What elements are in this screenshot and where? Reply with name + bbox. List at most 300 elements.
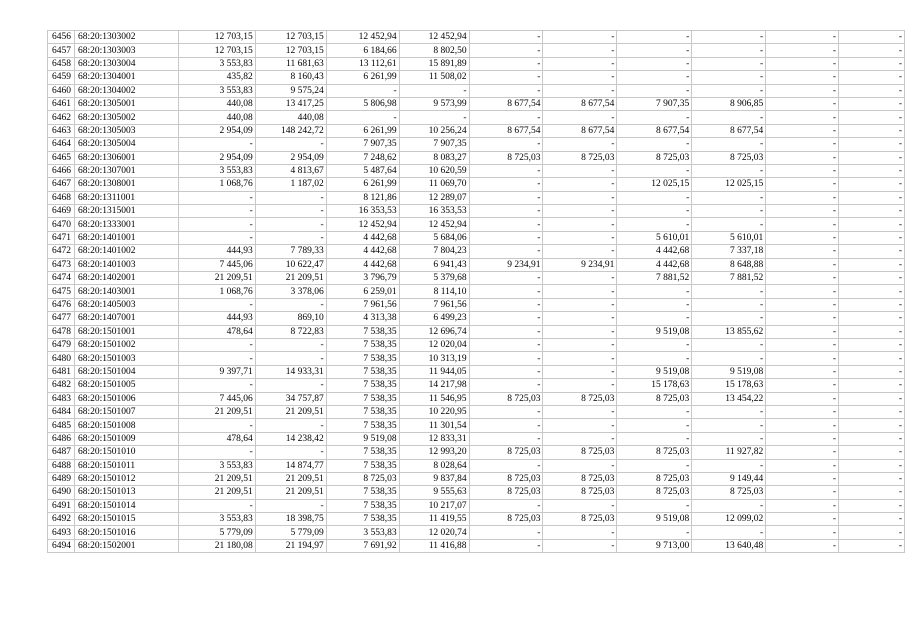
value-cell: - — [617, 499, 692, 512]
value-cell: 7 907,35 — [326, 138, 399, 151]
value-cell: 5 806,98 — [326, 97, 399, 110]
table-row — [48, 446, 905, 459]
value-cell: 7 538,35 — [326, 405, 399, 418]
value-cell: 13 112,61 — [326, 57, 399, 70]
value-cell: 6 499,23 — [399, 312, 469, 325]
value-cell: 8 160,43 — [255, 71, 326, 84]
value-cell: 5 487,64 — [326, 164, 399, 177]
value-cell: 8 121,86 — [326, 191, 399, 204]
value-cell: 8 677,54 — [543, 124, 617, 137]
value-cell: 1 068,76 — [178, 178, 255, 191]
value-cell: 478,64 — [178, 432, 255, 445]
row-number: 6480 — [48, 352, 75, 365]
value-cell: - — [839, 472, 905, 485]
value-cell: - — [839, 526, 905, 539]
row-number: 6470 — [48, 218, 75, 231]
row-number: 6493 — [48, 526, 75, 539]
value-cell: 12 833,31 — [399, 432, 469, 445]
value-cell: 7 445,06 — [178, 258, 255, 271]
value-cell: 8 725,03 — [617, 151, 692, 164]
value-cell: - — [839, 365, 905, 378]
value-cell: 21 209,51 — [255, 405, 326, 418]
value-cell: - — [766, 97, 839, 110]
value-cell: - — [692, 432, 766, 445]
value-cell: - — [617, 459, 692, 472]
value-cell: - — [692, 31, 766, 44]
value-cell: 14 933,31 — [255, 365, 326, 378]
row-number: 6481 — [48, 365, 75, 378]
cadastral-code: 68:20:1501013 — [74, 486, 178, 499]
value-cell: - — [692, 352, 766, 365]
row-number: 6494 — [48, 539, 75, 552]
value-cell: - — [766, 285, 839, 298]
value-cell: - — [839, 392, 905, 405]
value-cell: 8 725,03 — [692, 486, 766, 499]
value-cell: - — [617, 312, 692, 325]
value-cell: - — [839, 178, 905, 191]
value-cell: - — [255, 379, 326, 392]
value-cell: 8 677,54 — [469, 124, 543, 137]
value-cell: 13 417,25 — [255, 97, 326, 110]
value-cell: 11 944,05 — [399, 365, 469, 378]
value-cell: - — [766, 526, 839, 539]
value-cell: 21 209,51 — [178, 486, 255, 499]
row-number: 6485 — [48, 419, 75, 432]
cadastral-code: 68:20:1501009 — [74, 432, 178, 445]
value-cell: - — [617, 31, 692, 44]
value-cell: - — [617, 111, 692, 124]
value-cell: 8 648,88 — [692, 258, 766, 271]
cadastral-code: 68:20:1311001 — [74, 191, 178, 204]
value-cell: 9 234,91 — [469, 258, 543, 271]
table-row — [48, 513, 905, 526]
cadastral-code: 68:20:1407001 — [74, 312, 178, 325]
value-cell: 12 020,74 — [399, 526, 469, 539]
value-cell: - — [543, 205, 617, 218]
value-cell: 8 725,03 — [543, 486, 617, 499]
value-cell: - — [839, 231, 905, 244]
value-cell: - — [692, 285, 766, 298]
value-cell: - — [543, 272, 617, 285]
value-cell: 14 217,98 — [399, 379, 469, 392]
value-cell: - — [766, 231, 839, 244]
value-cell: - — [469, 526, 543, 539]
value-cell: - — [839, 539, 905, 552]
value-cell: 3 553,83 — [178, 164, 255, 177]
value-cell: - — [469, 245, 543, 258]
value-cell: - — [543, 164, 617, 177]
row-number: 6464 — [48, 138, 75, 151]
value-cell: - — [839, 272, 905, 285]
table-row — [48, 298, 905, 311]
row-number: 6483 — [48, 392, 75, 405]
value-cell: - — [766, 472, 839, 485]
value-cell: - — [839, 298, 905, 311]
value-cell: 16 353,53 — [399, 205, 469, 218]
value-cell: - — [766, 539, 839, 552]
value-cell: 12 452,94 — [326, 31, 399, 44]
table-row — [48, 124, 905, 137]
value-cell: - — [469, 419, 543, 432]
value-cell: - — [178, 352, 255, 365]
value-cell: - — [692, 138, 766, 151]
cadastral-code: 68:20:1501001 — [74, 325, 178, 338]
value-cell: - — [839, 138, 905, 151]
value-cell: 13 640,48 — [692, 539, 766, 552]
value-cell: 3 553,83 — [178, 513, 255, 526]
table-row — [48, 419, 905, 432]
value-cell: 8 114,10 — [399, 285, 469, 298]
value-cell: 12 452,94 — [399, 31, 469, 44]
value-cell: - — [617, 285, 692, 298]
data-table — [47, 30, 905, 553]
value-cell: 12 452,94 — [326, 218, 399, 231]
cadastral-code: 68:20:1305004 — [74, 138, 178, 151]
value-cell: - — [692, 298, 766, 311]
value-cell: - — [692, 499, 766, 512]
value-cell: - — [766, 298, 839, 311]
value-cell: - — [839, 352, 905, 365]
value-cell: 10 217,07 — [399, 499, 469, 512]
value-cell: - — [766, 459, 839, 472]
value-cell: 440,08 — [178, 111, 255, 124]
value-cell: - — [255, 231, 326, 244]
row-number: 6488 — [48, 459, 75, 472]
value-cell: - — [469, 325, 543, 338]
value-cell: 8 725,03 — [469, 446, 543, 459]
row-number: 6476 — [48, 298, 75, 311]
value-cell: - — [255, 338, 326, 351]
value-cell: - — [617, 138, 692, 151]
row-number: 6479 — [48, 338, 75, 351]
value-cell: 4 442,68 — [326, 258, 399, 271]
value-cell: - — [617, 205, 692, 218]
value-cell: 9 519,08 — [617, 365, 692, 378]
cadastral-code: 68:20:1501012 — [74, 472, 178, 485]
value-cell: 11 069,70 — [399, 178, 469, 191]
value-cell: 4 442,68 — [617, 258, 692, 271]
value-cell: - — [178, 138, 255, 151]
value-cell: 440,08 — [178, 97, 255, 110]
value-cell: - — [255, 446, 326, 459]
value-cell: - — [766, 432, 839, 445]
table-row — [48, 218, 905, 231]
value-cell: - — [839, 31, 905, 44]
value-cell: 10 256,24 — [399, 124, 469, 137]
table-row — [48, 486, 905, 499]
value-cell: - — [766, 124, 839, 137]
value-cell: - — [617, 164, 692, 177]
value-cell: 6 941,43 — [399, 258, 469, 271]
value-cell: 18 398,75 — [255, 513, 326, 526]
value-cell: 7 538,35 — [326, 499, 399, 512]
value-cell: - — [766, 151, 839, 164]
value-cell: 2 954,09 — [178, 151, 255, 164]
value-cell: 15 178,63 — [692, 379, 766, 392]
value-cell: - — [543, 419, 617, 432]
value-cell: 9 573,99 — [399, 97, 469, 110]
value-cell: - — [543, 44, 617, 57]
value-cell: 9 519,08 — [326, 432, 399, 445]
value-cell: - — [839, 338, 905, 351]
value-cell: - — [766, 446, 839, 459]
value-cell: - — [543, 459, 617, 472]
value-cell: - — [178, 338, 255, 351]
value-cell: - — [543, 365, 617, 378]
value-cell: 12 696,74 — [399, 325, 469, 338]
value-cell: 3 553,83 — [178, 57, 255, 70]
value-cell: - — [469, 111, 543, 124]
row-number: 6465 — [48, 151, 75, 164]
value-cell: 21 209,51 — [255, 472, 326, 485]
cadastral-code: 68:20:1304002 — [74, 84, 178, 97]
table-row — [48, 459, 905, 472]
cadastral-code: 68:20:1501002 — [74, 338, 178, 351]
value-cell: - — [255, 205, 326, 218]
table-row — [48, 84, 905, 97]
value-cell: 7 538,35 — [326, 513, 399, 526]
value-cell: 8 725,03 — [326, 472, 399, 485]
value-cell: 435,82 — [178, 71, 255, 84]
value-cell: - — [255, 419, 326, 432]
value-cell: 7 538,35 — [326, 352, 399, 365]
value-cell: - — [326, 84, 399, 97]
value-cell: 8 028,64 — [399, 459, 469, 472]
value-cell: 10 220,95 — [399, 405, 469, 418]
value-cell: 21 209,51 — [255, 272, 326, 285]
cadastral-code: 68:20:1501011 — [74, 459, 178, 472]
value-cell: - — [617, 298, 692, 311]
table-row — [48, 272, 905, 285]
value-cell: 7 337,18 — [692, 245, 766, 258]
value-cell: 5 610,01 — [617, 231, 692, 244]
value-cell: - — [617, 405, 692, 418]
row-number: 6468 — [48, 191, 75, 204]
value-cell: 7 881,52 — [692, 272, 766, 285]
row-number: 6484 — [48, 405, 75, 418]
value-cell: - — [766, 84, 839, 97]
value-cell: - — [692, 84, 766, 97]
table-row — [48, 205, 905, 218]
value-cell: - — [543, 57, 617, 70]
table-row — [48, 405, 905, 418]
cadastral-code: 68:20:1501005 — [74, 379, 178, 392]
value-cell: - — [766, 31, 839, 44]
value-cell: 8 906,85 — [692, 97, 766, 110]
value-cell: - — [692, 459, 766, 472]
row-number: 6487 — [48, 446, 75, 459]
value-cell: 8 083,27 — [399, 151, 469, 164]
value-cell: - — [839, 57, 905, 70]
value-cell: - — [766, 178, 839, 191]
value-cell: - — [543, 338, 617, 351]
value-cell: - — [766, 111, 839, 124]
value-cell: 9 519,08 — [617, 513, 692, 526]
value-cell: - — [469, 44, 543, 57]
value-cell: 7 907,35 — [617, 97, 692, 110]
table-row — [48, 178, 905, 191]
value-cell: - — [766, 338, 839, 351]
value-cell: 8 677,54 — [692, 124, 766, 137]
value-cell: - — [543, 71, 617, 84]
value-cell: 12 452,94 — [399, 218, 469, 231]
cadastral-code: 68:20:1501003 — [74, 352, 178, 365]
value-cell: 7 248,62 — [326, 151, 399, 164]
value-cell: 9 837,84 — [399, 472, 469, 485]
value-cell: 15 178,63 — [617, 379, 692, 392]
value-cell: - — [839, 499, 905, 512]
value-cell: - — [178, 231, 255, 244]
value-cell: - — [839, 432, 905, 445]
value-cell: - — [617, 338, 692, 351]
cadastral-code: 68:20:1501016 — [74, 526, 178, 539]
table-row — [48, 472, 905, 485]
value-cell: - — [469, 191, 543, 204]
cadastral-code: 68:20:1501014 — [74, 499, 178, 512]
cadastral-code: 68:20:1305002 — [74, 111, 178, 124]
value-cell: - — [766, 352, 839, 365]
table-row — [48, 138, 905, 151]
cadastral-code: 68:20:1303004 — [74, 57, 178, 70]
value-cell: - — [469, 231, 543, 244]
value-cell: 9 713,00 — [617, 539, 692, 552]
value-cell: - — [766, 258, 839, 271]
table-row — [48, 325, 905, 338]
value-cell: - — [617, 419, 692, 432]
value-cell: - — [617, 352, 692, 365]
value-cell: - — [839, 205, 905, 218]
value-cell: - — [617, 71, 692, 84]
value-cell: - — [766, 205, 839, 218]
value-cell: 7 961,56 — [326, 298, 399, 311]
value-cell: - — [255, 218, 326, 231]
value-cell: 34 757,87 — [255, 392, 326, 405]
value-cell: 21 194,97 — [255, 539, 326, 552]
value-cell: 14 874,77 — [255, 459, 326, 472]
cadastral-code: 68:20:1405003 — [74, 298, 178, 311]
value-cell: - — [839, 446, 905, 459]
row-number: 6460 — [48, 84, 75, 97]
cadastral-code: 68:20:1402001 — [74, 272, 178, 285]
value-cell: 8 725,03 — [469, 486, 543, 499]
value-cell: - — [692, 57, 766, 70]
cadastral-code: 68:20:1308001 — [74, 178, 178, 191]
value-cell: - — [839, 44, 905, 57]
value-cell: - — [692, 526, 766, 539]
value-cell: 8 725,03 — [543, 446, 617, 459]
row-number: 6478 — [48, 325, 75, 338]
value-cell: 8 677,54 — [617, 124, 692, 137]
value-cell: 11 416,88 — [399, 539, 469, 552]
value-cell: - — [178, 205, 255, 218]
value-cell: - — [469, 432, 543, 445]
value-cell: - — [692, 338, 766, 351]
value-cell: - — [469, 138, 543, 151]
value-cell: - — [543, 31, 617, 44]
value-cell: - — [178, 298, 255, 311]
value-cell: - — [839, 312, 905, 325]
table-row — [48, 499, 905, 512]
value-cell: - — [839, 245, 905, 258]
value-cell: - — [617, 218, 692, 231]
value-cell: - — [692, 191, 766, 204]
value-cell: - — [692, 218, 766, 231]
value-cell: 9 519,08 — [617, 325, 692, 338]
value-cell: - — [543, 379, 617, 392]
value-cell: 3 553,83 — [178, 84, 255, 97]
row-number: 6475 — [48, 285, 75, 298]
value-cell: - — [255, 191, 326, 204]
value-cell: - — [469, 539, 543, 552]
value-cell: 11 419,55 — [399, 513, 469, 526]
value-cell: - — [543, 245, 617, 258]
row-number: 6458 — [48, 57, 75, 70]
cadastral-code: 68:20:1501004 — [74, 365, 178, 378]
value-cell: - — [766, 513, 839, 526]
row-number: 6461 — [48, 97, 75, 110]
value-cell: - — [766, 379, 839, 392]
value-cell: 5 779,09 — [255, 526, 326, 539]
cadastral-code: 68:20:1502001 — [74, 539, 178, 552]
value-cell: - — [326, 111, 399, 124]
value-cell: - — [839, 486, 905, 499]
value-cell: - — [543, 138, 617, 151]
value-cell: - — [692, 44, 766, 57]
value-cell: - — [469, 405, 543, 418]
value-cell: - — [839, 111, 905, 124]
value-cell: 12 025,15 — [617, 178, 692, 191]
value-cell: 7 538,35 — [326, 392, 399, 405]
cadastral-code: 68:20:1401003 — [74, 258, 178, 271]
value-cell: - — [469, 178, 543, 191]
value-cell: - — [766, 245, 839, 258]
value-cell: 10 620,59 — [399, 164, 469, 177]
value-cell: - — [766, 312, 839, 325]
table-row — [48, 285, 905, 298]
value-cell: - — [839, 325, 905, 338]
value-cell: - — [469, 499, 543, 512]
value-cell: 2 954,09 — [178, 124, 255, 137]
cadastral-code: 68:20:1501006 — [74, 392, 178, 405]
value-cell: 8 725,03 — [543, 151, 617, 164]
value-cell: 9 519,08 — [692, 365, 766, 378]
value-cell: 444,93 — [178, 312, 255, 325]
value-cell: - — [617, 57, 692, 70]
value-cell: - — [617, 432, 692, 445]
value-cell: 8 725,03 — [617, 486, 692, 499]
value-cell: 13 454,22 — [692, 392, 766, 405]
cadastral-code: 68:20:1403001 — [74, 285, 178, 298]
value-cell: - — [839, 71, 905, 84]
value-cell: - — [543, 191, 617, 204]
value-cell: 21 180,08 — [178, 539, 255, 552]
value-cell: - — [766, 71, 839, 84]
value-cell: 8 677,54 — [469, 97, 543, 110]
value-cell: - — [766, 218, 839, 231]
value-cell: - — [839, 124, 905, 137]
value-cell: - — [617, 44, 692, 57]
value-cell: 148 242,72 — [255, 124, 326, 137]
cadastral-code: 68:20:1304001 — [74, 71, 178, 84]
table-row — [48, 526, 905, 539]
value-cell: - — [766, 272, 839, 285]
value-cell: 7 538,35 — [326, 446, 399, 459]
value-cell: - — [469, 164, 543, 177]
row-number: 6459 — [48, 71, 75, 84]
value-cell: 7 538,35 — [326, 365, 399, 378]
value-cell: 7 804,23 — [399, 245, 469, 258]
value-cell: 3 796,79 — [326, 272, 399, 285]
